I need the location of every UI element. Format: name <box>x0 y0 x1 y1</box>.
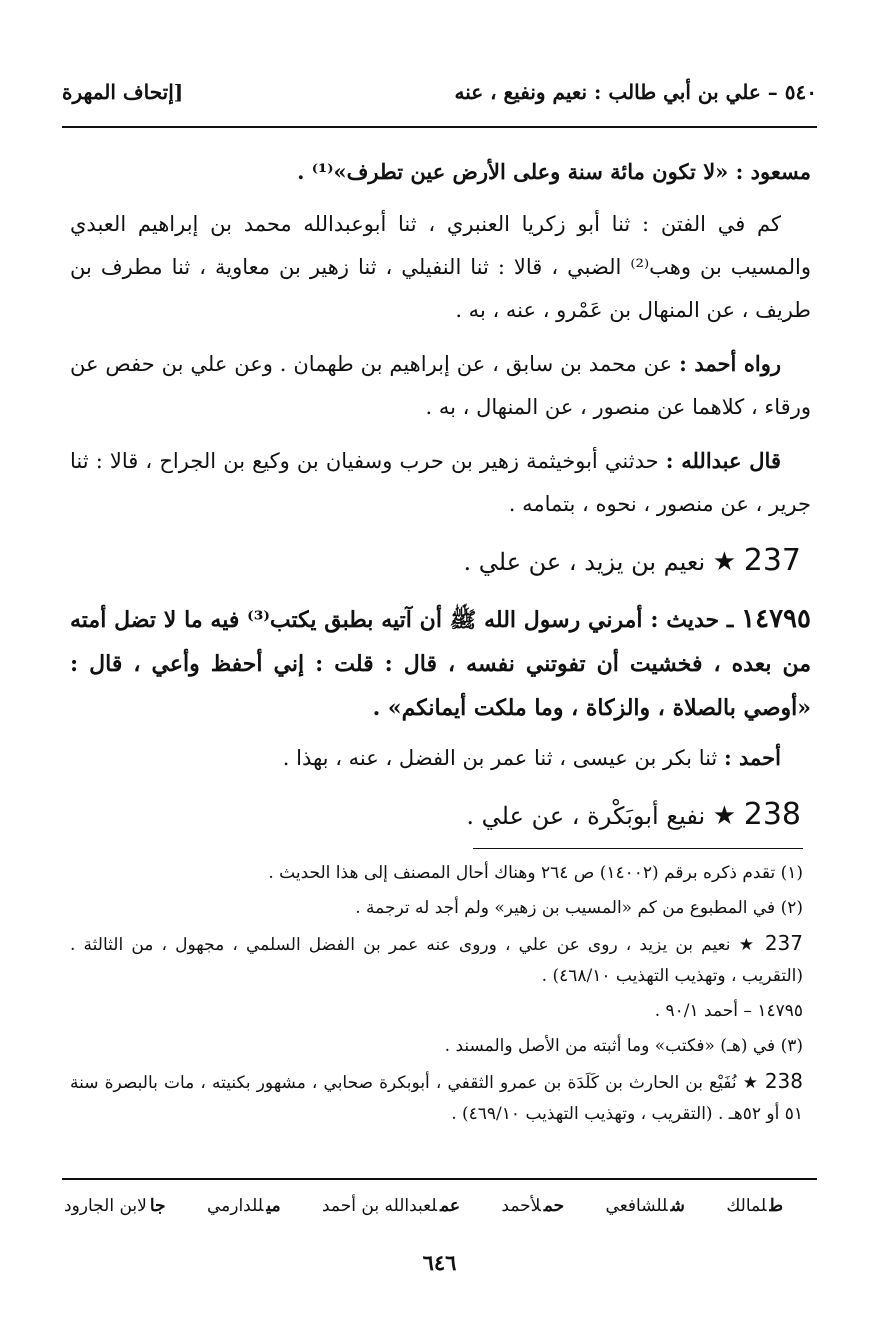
paragraph-3 <box>70 342 811 429</box>
running-title: ٥٤٠ – علي بن أبي طالب : نعيم ونفيع ، عنه <box>454 80 817 104</box>
paragraph-4-text: حدثني أبوخيثمة زهير بن حرب وسفيان بن وكيع بن الجراح ، قالا : ثنا جرير ، عن منصور ، نحوه ، بتمامه . <box>70 449 811 516</box>
paragraph-3-text: عن محمد بن سابق ، عن إبراهيم بن طهمان . وعن علي بن حفص عن ورقاء ، كلاهما عن منصور ، عن المنهال ، به . <box>70 352 811 419</box>
sigla-item: حملأحمد <box>501 1196 565 1216</box>
page-header <box>62 80 817 120</box>
paragraph-5-lead: أحمد : <box>723 745 781 770</box>
paragraph-2: كم في الفتن : ثنا أبو زكريا العنبري ، ثنا أبوعبدالله محمد بن إبراهيم العبدي والمسيب بن وهب⁽²⁾ الضبي ، قالا : ثنا النفيلي ، ثنا زهير بن معاوية ، ثنا مطرف بن طريف ، عن المنهال بن عَمْرو ، عنه ، به . <box>70 212 811 322</box>
paragraph-4-lead: قال عبدالله : <box>665 448 781 473</box>
footnote-2: (٢) في المطبوع من كم «المسيب بن زهير» ولم أجد له ترجمة . <box>355 898 803 918</box>
header-rule <box>62 126 817 128</box>
sigla-item: جالابن الجارود <box>64 1196 166 1216</box>
star-icon: ★ <box>712 801 737 831</box>
section-title: نفيع أبوبَكْرة ، عن علي . <box>466 802 706 830</box>
footnote-number: 237 <box>764 931 804 955</box>
sigla-rule <box>62 1178 817 1180</box>
hadith-number: ١٤٧٩٥ <box>741 604 811 634</box>
hadith-14795 <box>70 597 811 730</box>
paragraph-5 <box>70 736 811 780</box>
footnote-hadith: ١٤٧٩٥ – أحمد ٩٠/١ . <box>654 1001 803 1021</box>
sigla-item: شللشافعي <box>605 1196 685 1216</box>
paragraph-5-text: ثنا بكر بن عيسى ، ثنا عمر بن الفضل ، عنه ، بهذا . <box>282 746 724 770</box>
sigla-legend <box>64 1186 783 1226</box>
star-icon: ★ <box>742 1073 759 1093</box>
section-heading-238 <box>70 790 811 841</box>
hadith-text: ـ حديث : أمرني رسول الله ﷺ أن آتيه بطبق يكتب⁽³⁾ فيه ما لا تضل أمته من بعده ، فخشيت أن تفوتني نفسه ، قال : قلت : إني أحفظ وأعي ، قال : «أوصي بالصلاة ، والزكاة ، وما ملكت أيمانكم» . <box>70 607 811 721</box>
section-heading-237 <box>70 536 811 587</box>
sigla-item: طلمالك <box>726 1196 783 1216</box>
section-number: 238 <box>743 797 801 832</box>
footnote-237 <box>70 928 803 992</box>
footnote-rule <box>473 848 803 849</box>
page-number: ٦٤٦ <box>422 1250 457 1275</box>
footnote-text: نعيم بن يزيد ، روى عن علي ، وروى عنه عمر بن الفضل السلمي ، مجهول ، من الثالثة . (التقريب ، وتهذيب التهذيب ٤٦٨/١٠) . <box>70 935 803 986</box>
paragraph-3-lead: رواه أحمد : <box>679 351 781 376</box>
footnote-text: نُفَيْع بن الحارث بن كَلَدَة بن عمرو الثقفي ، أبوبكرة صحابي ، مشهور بكنيته ، مات بالبصرة سنة ٥١ أو ٥٢هـ . (التقريب ، وتهذيب التهذيب ٤٦٩/١٠) . <box>70 1073 803 1124</box>
book-title: [إتحاف المهرة <box>62 80 184 104</box>
main-text <box>70 150 811 851</box>
paragraph-4 <box>70 439 811 526</box>
section-title: نعيم بن يزيد ، عن علي . <box>463 548 706 576</box>
paragraph-1: مسعود : «لا تكون مائة سنة وعلى الأرض عين تطرف»⁽¹⁾ . <box>297 159 811 184</box>
star-icon: ★ <box>712 547 737 577</box>
footnote-1: (١) تقدم ذكره برقم (١٤٠٠٢) ص ٢٦٤ وهناك أحال المصنف إلى هذا الحديث . <box>268 863 803 883</box>
star-icon: ★ <box>738 935 757 955</box>
footnote-3: (٣) في (هـ) «فكتب» وما أثبته من الأصل والمسند . <box>444 1036 803 1056</box>
footnote-238 <box>70 1066 803 1130</box>
section-number: 237 <box>743 543 801 578</box>
sigla-item: عملعبدالله بن أحمد <box>322 1196 460 1216</box>
footnote-number: 238 <box>764 1069 803 1093</box>
footnotes <box>70 858 803 1134</box>
sigla-item: ميللدارمي <box>206 1196 281 1216</box>
